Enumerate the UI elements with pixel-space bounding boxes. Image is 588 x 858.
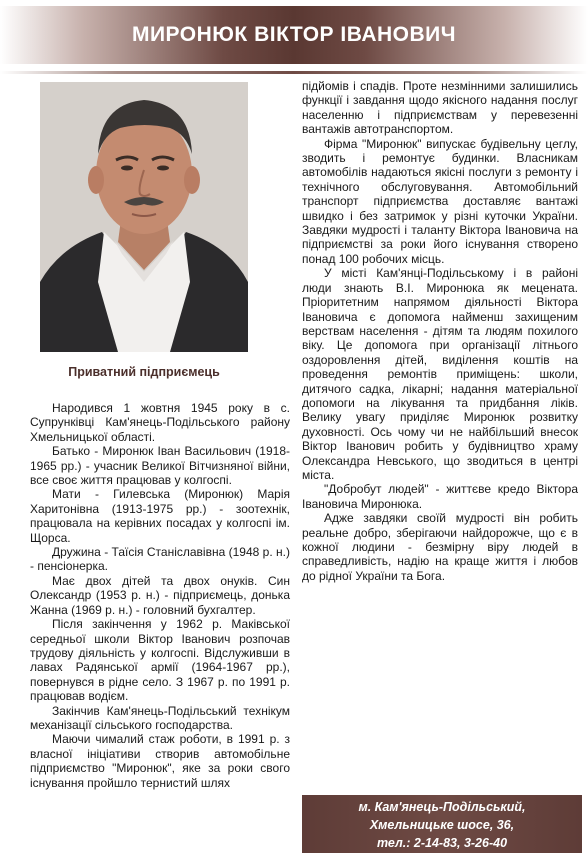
paragraph: Дружина - Таїсія Станіславівна (1948 р. н.) - пенсіонерка. xyxy=(30,545,290,574)
photo-caption: Приватний підприємець xyxy=(68,365,220,379)
paragraph: Адже завдяки своїй мудрості він робить реальне добро, зберігаючи найдорожче, що є в кожної людини - безмірну віру людей в справедливість, надію на краще життя і любов до рідної України та Бога. xyxy=(302,511,578,583)
paragraph: Маючи чималий стаж роботи, в 1991 р. з власної ініціативи створив автомобільне підприємство "Миронюк", яке за роки свого існування пройшло тернистий шлях xyxy=(30,732,290,790)
paragraph: Батько - Миронюк Іван Васильович (1918-1965 рр.) - учасник Великої Вітчизняної війни, все своє життя працював у колгоспі. xyxy=(30,444,290,488)
paragraph: "Добробут людей" - життєве кредо Віктора Івановича Миронюка. xyxy=(302,482,578,511)
left-text-column xyxy=(30,401,290,790)
phone-numbers: тел.: 2-14-83, 3-26-40 xyxy=(376,836,508,850)
page-title: МИРОНЮК ВІКТОР ІВАНОВИЧ xyxy=(131,23,457,46)
address-city: м. Кам'янець-Подільський, xyxy=(358,800,526,814)
right-text-column xyxy=(302,79,578,583)
paragraph-continuation: підйомів і спадів. Проте незмінними залишились функції і завдання щодо якісного надання послуг населенню і підприємствам у перевезенні вантажів автотранспортом. xyxy=(302,79,578,137)
portrait-photo xyxy=(40,82,248,352)
header-divider xyxy=(0,71,588,74)
paragraph: Після закінчення у 1962 р. Маківської середньої школи Віктор Іванович розпочав трудову діяльність у колгоспі. Відслуживши в лавах Радянської армії (1964-1967 рр.), повернувся в рідне село. З 1967 р. по 1991 р. працював водієм. xyxy=(30,617,290,704)
paragraph: Мати - Гилевська (Миронюк) Марія Харитонівна (1913-1975 рр.) - зоотехнік, працювала на керівних посадах у колгоспі ім. Щорса. xyxy=(30,487,290,545)
paragraph: У місті Кам'янці-Подільському і в районі люди знають В.І. Миронюка як мецената. Пріоритетним напрямом діяльності Віктора Івановича є допомога найменш захищеним верствам населення - дітям та людям похилого віку. Це допомога при організації літнього оздоровлення дітей, виділення коштів на проведення ремонтів приміщень: школи, дитячого садка, лікарні; надання матеріальної допомоги на лікування та придбання ліків. Велику увагу приділяє Миронюк розвитку духовності. Ось чому чи не найбільший внесок Віктор Іванович робить у будівництво храму Олександра Невського, що зводиться в центрі міста. xyxy=(302,266,578,482)
title-banner xyxy=(0,6,588,64)
contact-box xyxy=(302,795,582,853)
paragraph: Народився 1 жовтня 1945 року в с. Супрунківці Кам'янець-Подільського району Хмельницької області. xyxy=(30,401,290,444)
paragraph: Має двох дітей та двох онуків. Син Олександр (1953 р. н.) - підприємець, донька Жанна (1969 р. н.) - головний бухгалтер. xyxy=(30,573,290,617)
paragraph: Фірма "Миронюк" випускає будівельну цеглу, зводить і ремонтує будинки. Власникам автомобілів надаються якісні послуги з ремонту і технічного обслуговування. Автомобільний транспорт підприємства доставляє вантажі швидко і без затримок у різні куточки України. Завдяки мудрості і таланту Віктора Івановича на підприємстві за роки його існування створено понад 100 робочих місць. xyxy=(302,136,578,266)
address-street: Хмельницьке шосе, 36, xyxy=(369,818,515,832)
paragraph: Закінчив Кам'янець-Подільський технікум механізації сільського господарства. xyxy=(30,703,290,732)
